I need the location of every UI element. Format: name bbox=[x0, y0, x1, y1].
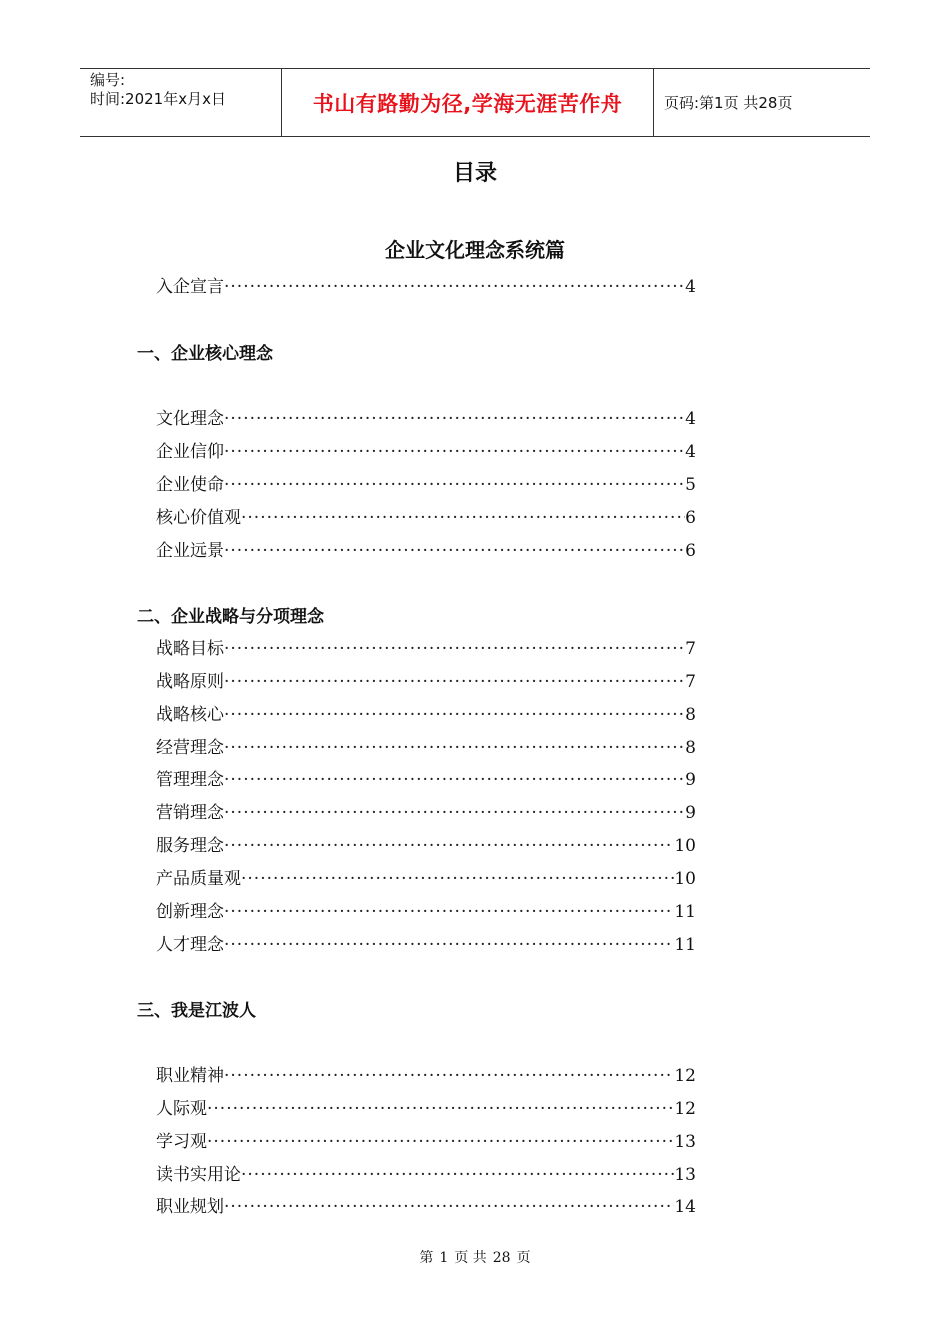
time-label: 时间:2021年x月x日 bbox=[90, 90, 226, 108]
toc-leader-dots bbox=[224, 803, 685, 822]
toc-entry[interactable] bbox=[156, 1160, 696, 1184]
toc-entry[interactable] bbox=[156, 634, 696, 658]
toc-entry-label: 战略核心 bbox=[156, 705, 224, 724]
document-header bbox=[80, 68, 870, 137]
toc-leader-dots bbox=[224, 639, 685, 658]
toc-entry[interactable] bbox=[156, 536, 696, 560]
toc-leader-dots bbox=[224, 705, 685, 724]
toc-entry-label: 企业信仰 bbox=[156, 442, 224, 461]
toc-entry-label: 战略原则 bbox=[156, 672, 224, 691]
footer-mid: 页 共 bbox=[454, 1250, 487, 1266]
toc-entry[interactable] bbox=[156, 470, 696, 494]
toc-leader-dots bbox=[241, 508, 685, 527]
toc-entry-page: 10 bbox=[674, 869, 696, 888]
toc-entry[interactable] bbox=[156, 437, 696, 461]
toc-entry[interactable] bbox=[156, 404, 696, 428]
toc-leader-dots bbox=[224, 442, 685, 461]
toc-entry[interactable] bbox=[156, 667, 696, 691]
toc-entry[interactable] bbox=[156, 1061, 696, 1085]
toc-entry-page: 14 bbox=[674, 1197, 696, 1216]
toc-leader-dots bbox=[224, 902, 674, 921]
header-page-info: 页码:第1页 共28页 bbox=[664, 94, 793, 112]
toc-entry-page: 4 bbox=[685, 442, 696, 461]
header-meta bbox=[80, 69, 281, 136]
toc-entry-page: 4 bbox=[685, 277, 696, 296]
toc-entry[interactable] bbox=[156, 930, 696, 954]
toc-entry[interactable] bbox=[156, 864, 696, 888]
toc-entry-label: 战略目标 bbox=[156, 639, 224, 658]
toc-leader-dots bbox=[241, 869, 674, 888]
toc-entry-label: 管理理念 bbox=[156, 770, 224, 789]
toc-entry[interactable] bbox=[156, 1094, 696, 1118]
toc-entry-label: 企业远景 bbox=[156, 541, 224, 560]
toc-entry[interactable] bbox=[156, 503, 696, 527]
section-heading-2: 二、企业战略与分项理念 bbox=[137, 607, 324, 627]
toc-entry-label: 职业精神 bbox=[156, 1066, 224, 1085]
toc-entry-page: 7 bbox=[685, 672, 696, 691]
toc-leader-dots bbox=[207, 1099, 674, 1118]
toc-entry-label: 营销理念 bbox=[156, 803, 224, 822]
toc-leader-dots bbox=[224, 409, 685, 428]
toc-entry-label: 核心价值观 bbox=[156, 508, 241, 527]
toc-entry-label: 文化理念 bbox=[156, 409, 224, 428]
toc-entry-page: 9 bbox=[685, 770, 696, 789]
toc-leader-dots bbox=[224, 935, 674, 954]
page-subtitle: 企业文化理念系统篇 bbox=[385, 238, 565, 262]
header-motto: 书山有路勤为径,学海无涯苦作舟 bbox=[281, 69, 654, 136]
toc-entry-label: 企业使命 bbox=[156, 475, 224, 494]
toc-entry-page: 12 bbox=[674, 1066, 696, 1085]
toc-leader-dots bbox=[224, 1197, 674, 1216]
toc-leader-dots bbox=[224, 1066, 674, 1085]
toc-entry-page: 11 bbox=[674, 935, 696, 954]
toc-entry[interactable] bbox=[156, 897, 696, 921]
toc-entry-page: 9 bbox=[685, 803, 696, 822]
toc-leader-dots bbox=[224, 475, 685, 494]
toc-leader-dots bbox=[224, 836, 674, 855]
toc-entry[interactable] bbox=[156, 831, 696, 855]
toc-entry-label: 学习观 bbox=[156, 1132, 207, 1151]
toc-entry[interactable] bbox=[156, 1192, 696, 1216]
toc-leader-dots bbox=[207, 1132, 674, 1151]
footer-total-pages: 28 bbox=[492, 1250, 511, 1266]
toc-leader-dots bbox=[241, 1165, 674, 1184]
footer-prefix: 第 bbox=[419, 1250, 434, 1266]
number-label: 编号: bbox=[90, 71, 126, 89]
toc-entry-label: 创新理念 bbox=[156, 902, 224, 921]
toc-leader-dots bbox=[224, 738, 685, 757]
toc-entry-label: 服务理念 bbox=[156, 836, 224, 855]
toc-entry-page: 12 bbox=[674, 1099, 696, 1118]
toc-entry-label: 职业规划 bbox=[156, 1197, 224, 1216]
toc-entry-page: 8 bbox=[685, 705, 696, 724]
toc-entry[interactable] bbox=[156, 798, 696, 822]
toc-entry[interactable] bbox=[156, 765, 696, 789]
toc-leader-dots bbox=[224, 770, 685, 789]
toc-entry[interactable] bbox=[156, 733, 696, 757]
toc-leader-dots bbox=[224, 672, 685, 691]
toc-entry[interactable] bbox=[156, 700, 696, 724]
toc-entry-label: 产品质量观 bbox=[156, 869, 241, 888]
footer-suffix: 页 bbox=[516, 1250, 531, 1266]
toc-leader-dots bbox=[224, 541, 685, 560]
toc-entry-label: 读书实用论 bbox=[156, 1165, 241, 1184]
toc-entry-label: 入企宣言 bbox=[156, 277, 224, 296]
toc-entry-label: 人才理念 bbox=[156, 935, 224, 954]
page-footer bbox=[0, 1247, 950, 1267]
toc-entry-page: 8 bbox=[685, 738, 696, 757]
toc-entry-page: 5 bbox=[685, 475, 696, 494]
section-heading-3: 三、我是江波人 bbox=[137, 1001, 256, 1021]
toc-entry-label: 经营理念 bbox=[156, 738, 224, 757]
toc-entry-page: 4 bbox=[685, 409, 696, 428]
toc-entry-label: 人际观 bbox=[156, 1099, 207, 1118]
toc-entry-intro[interactable] bbox=[156, 272, 696, 296]
section-heading-1: 一、企业核心理念 bbox=[137, 344, 273, 364]
toc-entry-page: 10 bbox=[674, 836, 696, 855]
toc-entry-page: 11 bbox=[674, 902, 696, 921]
toc-entry[interactable] bbox=[156, 1127, 696, 1151]
page-title: 目录 bbox=[452, 161, 497, 186]
toc-entry-page: 7 bbox=[685, 639, 696, 658]
toc-entry-page: 13 bbox=[674, 1165, 696, 1184]
toc-entry-page: 13 bbox=[674, 1132, 696, 1151]
toc-entry-page: 6 bbox=[685, 508, 696, 527]
footer-current-page: 1 bbox=[439, 1250, 449, 1266]
toc-leader-dots bbox=[224, 277, 685, 296]
toc-entry-page: 6 bbox=[685, 541, 696, 560]
